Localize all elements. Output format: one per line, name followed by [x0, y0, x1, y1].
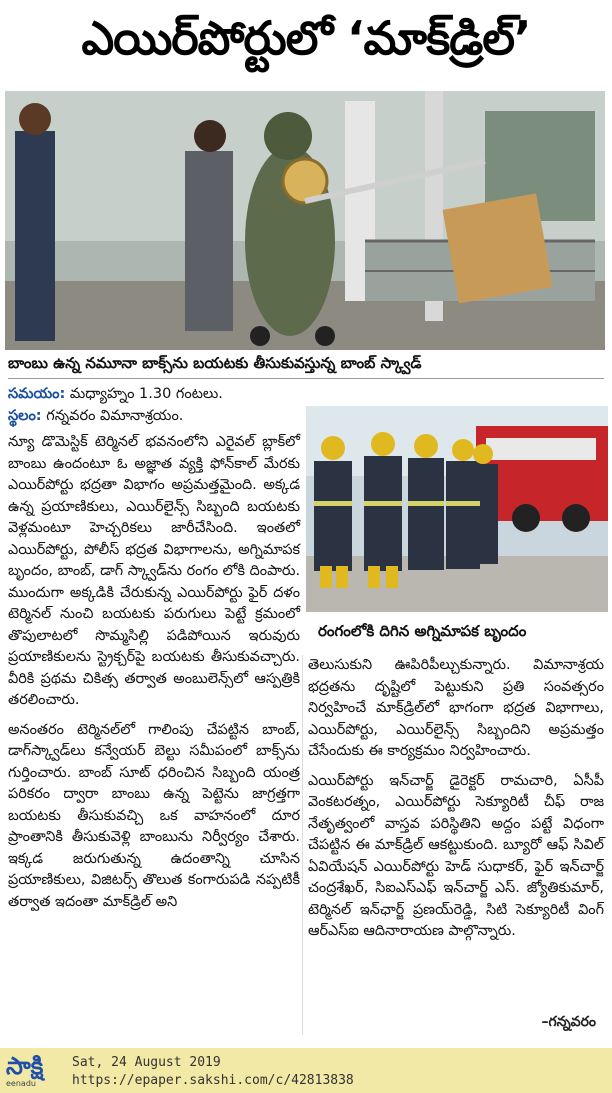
fire-photo-caption: రంగంలోకి దిగిన అగ్నిమాపక బృందం	[318, 622, 527, 640]
column-divider	[302, 655, 303, 1035]
place-line	[8, 408, 183, 428]
bomb-squad-photo	[5, 91, 605, 350]
byline: –గన్నవరం	[541, 1014, 596, 1030]
logo-text: సాక్షి	[6, 1052, 44, 1080]
edition-date: Sat, 24 August 2019	[72, 1055, 221, 1070]
main-photo-caption: బాంబు ఉన్న నమూనా బాక్స్‌ను బయటకు తీసుకువస్తున్న బాంబ్ స్క్వాడ్	[8, 354, 422, 372]
right-column	[308, 655, 604, 951]
time-label: సమయం:	[8, 386, 66, 402]
footer-bar	[0, 1048, 612, 1093]
caption-divider	[8, 378, 604, 379]
left-paragraph-1: న్యూ డొమెస్టిక్ టెర్మినల్ భవనంలోని ఎరైవల్ బ్లాక్‌లో బాంబు ఉందంటూ ఓ అజ్ఞాత వ్యక్తి ఫోన్‌కాల్ మేరకు ఎయిర్‌పోర్టు భద్రతా విభాగం అప్రమత్తమైంది. అక్కడ ఉన్న ప్రయాణికులు, ఎయిర్‌లైన్స్ సిబ్బంది బయటకు వెళ్లమంటూ హెచ్చరికలు జారీచేసింది. ఇంతలో ఎయిర్‌పోర్టు, పోలీస్ భద్రత విభాగాలను, అగ్నిమాపక బృందం, బాంబ్, డాగ్ స్క్వాడ్‌ను రంగం లోకి దింపారు. ముందుగా అక్కడికి చేరుకున్న ఎయిర్‌పోర్టు ఫైర్ దళం టెర్మినల్ నుంచి బయటకు పరుగులు పెట్టే క్రమంలో తొపులాటలో సొమ్మసిల్లి పడిపోయిన ఇరువురు ప్రయాణికులను స్ట్రెక్చర్‌పై బయటకు తీసుకువచ్చారు. వీరికి ప్రథమ చికిత్స తర్వాత అంబులెన్స్‌లో ఆస్పత్రికి తరలించారు.	[8, 434, 301, 708]
time-value: మధ్యాహ్నం 1.30 గంటలు.	[65, 386, 223, 402]
left-column	[8, 432, 300, 921]
headline: ఎయిర్‌పోర్టులో ‘మాక్‌డ్రిల్’	[81, 11, 531, 65]
place-value: గన్నవరం విమానాశ్రయం.	[41, 408, 184, 424]
time-line	[8, 386, 223, 406]
place-label: స్థలం:	[8, 408, 42, 424]
right-paragraph-1: తెలుసుకుని ఊపిరిపీల్చుకున్నారు. విమానాశ్రయ భద్రతను దృష్టిలో పెట్టుకుని ప్రతి సంవత్సరం నిర్వహించే మాక్‌డ్రిల్‌లో భాగంగా భద్రత విభాగాలు, ఎయిర్‌పోర్టు, ఎయిర్‌లైన్స్ సిబ్బందిని అప్రమత్తం చేసేందుకు ఈ కార్యక్రమం నిర్వహించారు.	[308, 657, 604, 759]
fire-team-photo	[306, 406, 608, 612]
left-paragraph-2: అనంతరం టెర్మినల్‌లో గాలింపు చేపట్టిన బాంబ్, డాగ్‌స్క్వాడ్‌లు కన్వేయర్ బెల్టు సమీపంలో బాక్స్‌ను గుర్తించారు. బాంబ్ సూట్ ధరించిన సిబ్బంది యంత్ర పరికరం ద్వారా బాంబు ఉన్న పెట్టెను జాగ్రత్తగా బయటకు తీసుకువచ్చి ఒక వాహనంలో దూర ప్రాంతానికి తీసుకువెళ్లి బాంబును నిర్వీర్యం చేశారు. ఇక్కడ జరుగుతున్న ఉదంతాన్ని చూసిన ప్రయాణికులు, విజిటర్స్ తొలుత కంగారుపడి నప్పటికీ తర్వాత ఇదంతా మాక్‌డ్రిల్ అని	[8, 721, 300, 910]
right-paragraph-2: ఎయిర్‌పోర్టు ఇన్‌చార్జ్ డైరెక్టర్ రామచారి, ఏసీపీ వెంకటరత్నం, ఎయిర్‌పోర్టు సెక్యూరిటీ చీఫ్ రాజ నేతృత్వంలో వాస్తవ పరిస్థితిని అద్దం పట్టే విధంగా చేపట్టిన ఈ మాక్‌డ్రిల్ ఆకట్టుకుంది. బ్యూరో ఆఫ్ సివిల్ ఏవియేషన్ ఎయిర్‌పోర్టు హెడ్ సుధాకర్, ఫైర్ ఇన్‌చార్జ్ చంద్రశేఖర్, సిఐఎస్ఎఫ్ ఇన్‌చార్జ్ ఎస్. జ్యోతికుమార్, టెర్మినల్ ఇన్‌ఛార్జ్ ప్రణయ్‌రెడ్డి, సిటి సెక్యూరిటీ వింగ్ ఆర్ఎస్ఐ ఆదినారాయణ పాల్గొన్నారు.	[308, 772, 604, 939]
epaper-link[interactable]: https://epaper.sakshi.com/c/42813838	[72, 1073, 354, 1088]
sakshi-logo[interactable]	[6, 1052, 66, 1089]
logo-subtext: eenadu	[6, 1079, 36, 1088]
